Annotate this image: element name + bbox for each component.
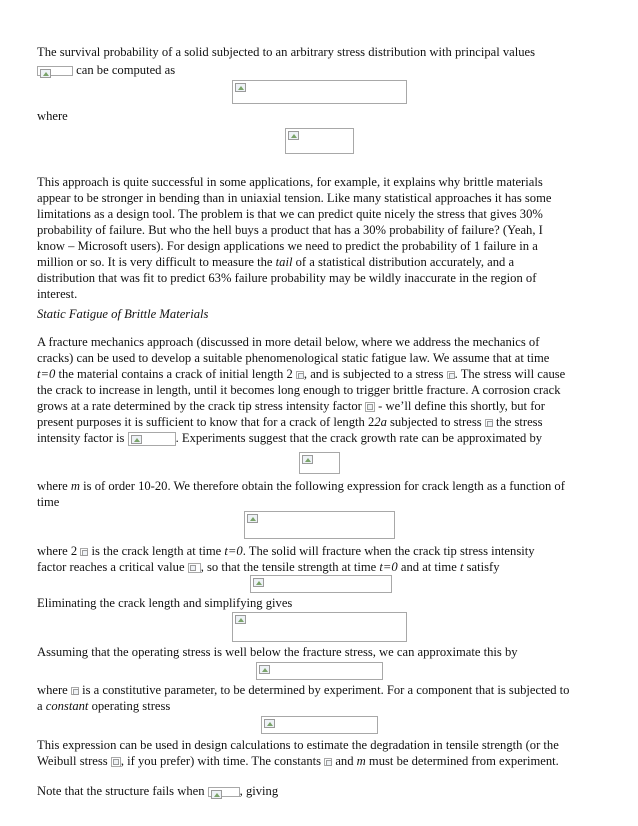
para-text: , and is subjected to a stress: [303, 367, 444, 381]
broken-image-icon: [487, 421, 493, 427]
intro-text-tail: can be computed as: [76, 63, 176, 77]
approximation-equation: [256, 662, 383, 680]
intro-line-2: [37, 62, 175, 78]
para-text: is a constitutive parameter, to be determined by experiment. For a component that is subjected to: [78, 683, 570, 697]
para-text: present purposes it is sufficient to know that for a crack of length 2: [37, 415, 375, 429]
para-text: A fracture mechanics approach (discussed in more detail below, where we address the mechanics of: [37, 335, 540, 349]
para4-line-2: [37, 559, 500, 575]
para1-line-1: [37, 174, 543, 190]
para-text: million or so. It is very difficult to measure the: [37, 255, 276, 269]
crack-length-vs-time-equation: [244, 511, 395, 539]
broken-image-icon: [235, 615, 246, 624]
survival-probability-equation: [232, 80, 407, 104]
broken-image-icon: [302, 455, 313, 464]
para6-line-2: [37, 753, 559, 769]
failure-condition-image: [208, 787, 240, 797]
stress-symbol: [447, 371, 455, 379]
eliminating-line: [37, 595, 292, 611]
para-text: probability of failure. But who the hell buys a product that has a 30% probability of failure? (Yeah, I: [37, 223, 543, 237]
broken-image-icon: [449, 373, 455, 379]
strength-vs-time-equation: [232, 612, 407, 642]
constant-symbol: [324, 758, 332, 766]
para5-line-1: [37, 682, 569, 698]
broken-image-icon: [288, 131, 299, 140]
para1-line-2: [37, 190, 551, 206]
para-text: Note that the structure fails when: [37, 784, 205, 798]
tensile-strength-condition-equation: [250, 575, 392, 593]
para-text: factor reaches a critical value: [37, 560, 185, 574]
equation-image-frame: [256, 662, 383, 680]
para-text: is of order 10-20. We therefore obtain the following expression for crack length as a function of: [80, 479, 565, 493]
broken-image-icon: [247, 514, 258, 523]
para4-line-1: [37, 543, 535, 559]
para-text: a: [37, 699, 46, 713]
initial-crack-length-symbol: [296, 371, 304, 379]
para-text: where 2: [37, 544, 78, 558]
stress-intensity-factor-symbol: [365, 402, 375, 412]
para1-line-5: [37, 238, 538, 254]
equation-image-frame: [244, 511, 395, 539]
broken-image-icon: [326, 760, 332, 766]
para-text: cracks) can be used to develop a suitable phenomenological static fatigue law. We assume that at time: [37, 351, 550, 365]
intro-line-1: [37, 44, 535, 60]
para-text: where: [37, 479, 71, 493]
broken-image-icon: [264, 719, 275, 728]
broken-image-icon: [73, 689, 79, 695]
equation-image-frame: [285, 128, 354, 154]
para-text: . Experiments suggest that the crack growth rate can be approximated by: [175, 431, 543, 445]
para-text: satisfy: [463, 560, 500, 574]
para2-line-4: [37, 382, 561, 398]
where-text: where: [37, 109, 68, 123]
intro-text: The survival probability of a solid subjected to an arbitrary stress distribution with principal values: [37, 45, 536, 59]
time-zero: t=0: [37, 367, 56, 381]
para-text: , so that the tensile strength at time: [200, 560, 380, 574]
para-text: must be determined from experiment.: [365, 754, 559, 768]
para3-line-1: [37, 478, 565, 494]
para1-line-6: [37, 254, 514, 270]
para-text: of a statistical distribution accurately, and a: [295, 255, 515, 269]
para-text: where: [37, 683, 68, 697]
para-text: know – Microsoft users). For design applications we need to predict the probability of 1 failure in a: [37, 239, 538, 253]
broken-image-icon: [253, 578, 264, 587]
constant-stress-equation: [261, 716, 378, 734]
para-text: intensity factor is: [37, 431, 125, 445]
para2-line-7: [37, 430, 542, 446]
para-text: , if you prefer) with time. The constants: [120, 754, 322, 768]
para-text: Eliminating the crack length and simplifying gives: [37, 596, 293, 610]
time-zero: t=0: [379, 560, 398, 574]
para1-line-7: [37, 270, 536, 286]
para2-line-3: [37, 366, 565, 382]
para-text: subjected to stress: [386, 415, 482, 429]
weibull-stress-symbol: [111, 757, 121, 767]
para6-line-1: [37, 737, 559, 753]
broken-image-icon: [131, 435, 142, 444]
broken-image-icon: [298, 373, 304, 379]
tail-emphasis: tail: [275, 255, 293, 269]
time-t: t: [459, 560, 464, 574]
para-text: limitations as a design tool. The problem is that we can predict quite nicely the stress that gives 30%: [37, 207, 543, 221]
para-text: This expression can be used in design calculations to estimate the degradation in tensile strength (or the: [37, 738, 559, 752]
para-text: the stress: [492, 415, 543, 429]
para-text: Assuming that the operating stress is well below the fracture stress, we can approximate this by: [37, 645, 518, 659]
para2-line-1: [37, 334, 539, 350]
broken-image-icon: [190, 565, 196, 571]
exponent-m: m: [356, 754, 366, 768]
assuming-line: [37, 644, 518, 660]
crack-length-2a: 2a: [374, 415, 387, 429]
para-text: Weibull stress: [37, 754, 108, 768]
para2-line-5: [37, 398, 545, 414]
broken-image-icon: [259, 665, 270, 674]
para5-line-2: [37, 698, 170, 714]
heading-text: Static Fatigue of Brittle Materials: [37, 307, 209, 321]
para1-line-3: [37, 206, 543, 222]
para-text: . The stress will cause: [454, 367, 566, 381]
principal-values-equation-image: [37, 66, 73, 76]
para2-line-6: [37, 414, 542, 430]
para-text: . The solid will fracture when the crack tip stress intensity: [242, 544, 535, 558]
para-text: the crack to increase in length, until it becomes long enough to trigger brittle fracture. A corrosion crack: [37, 383, 561, 397]
note-line: [37, 783, 278, 799]
para-text: distribution that was fit to predict 63% failure probability may be wildly inaccurate in the region of: [37, 271, 537, 285]
exponent-m: m: [70, 479, 81, 493]
equation-image-frame: [299, 452, 340, 474]
para-text: and: [332, 754, 357, 768]
initial-crack-length-symbol: [80, 548, 88, 556]
broken-image-icon: [367, 404, 373, 410]
para-text: grows at a rate determined by the crack tip stress intensity factor: [37, 399, 362, 413]
broken-image-icon: [211, 790, 222, 799]
para2-line-2: [37, 350, 549, 366]
crack-growth-rate-equation: [299, 452, 340, 474]
para1-line-4: [37, 222, 543, 238]
time-zero: t=0: [224, 544, 243, 558]
broken-image-icon: [40, 69, 51, 78]
para-text: operating stress: [88, 699, 171, 713]
broken-image-icon: [113, 759, 119, 765]
stress-intensity-formula-image: [128, 432, 176, 446]
broken-image-icon: [82, 550, 88, 556]
section-heading: [37, 306, 208, 322]
equation-image-frame: [232, 80, 407, 104]
constant-emphasis: constant: [45, 699, 89, 713]
para-text: time: [37, 495, 60, 509]
para-text: This approach is quite successful in some applications, for example, it explains why brittle materials: [37, 175, 543, 189]
where-label-1: [37, 108, 68, 124]
para1-line-8: [37, 286, 77, 302]
equation-image-frame: [232, 612, 407, 642]
para-text: the material contains a crack of initial length 2: [55, 367, 293, 381]
equation-image-frame: [261, 716, 378, 734]
para-text: interest.: [37, 287, 78, 301]
critical-stress-intensity-symbol: [188, 563, 201, 573]
para3-line-2: [37, 494, 59, 510]
para-text: - we’ll define this shortly, but for: [375, 399, 545, 413]
para-text: is the crack length at time: [88, 544, 225, 558]
constitutive-parameter-symbol: [71, 687, 79, 695]
para-text: appear to be stronger in bending than in uniaxial tension. Like many statistical approaches it has some: [37, 191, 552, 205]
equation-image-frame: [250, 575, 392, 593]
stress-symbol: [485, 419, 493, 427]
para-text: , giving: [239, 784, 279, 798]
broken-image-icon: [235, 83, 246, 92]
definition-equation: [285, 128, 354, 154]
para-text: and at time: [397, 560, 460, 574]
